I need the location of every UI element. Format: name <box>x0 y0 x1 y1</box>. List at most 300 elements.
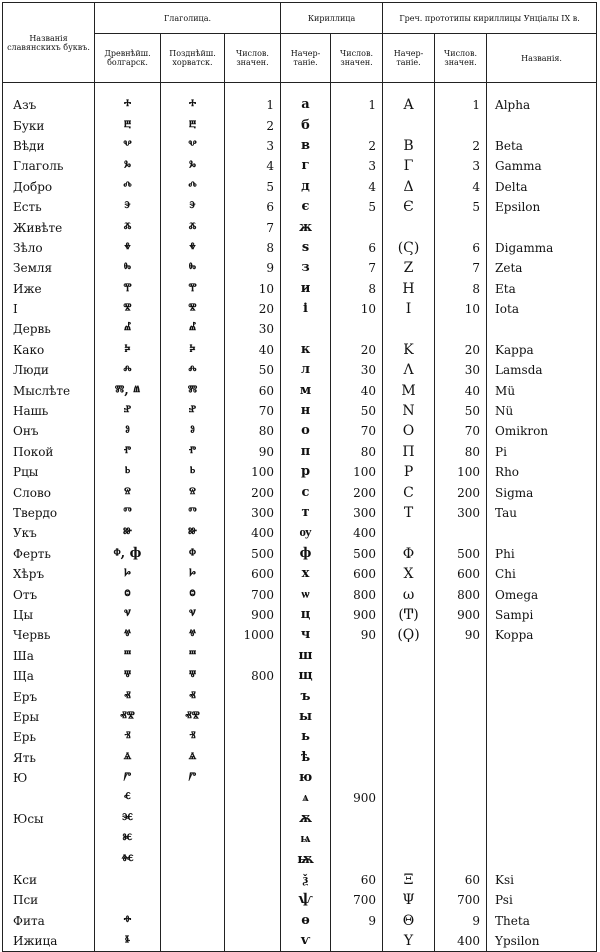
cyrillic-numeric-value: 100 <box>331 462 383 482</box>
glagolitic-croatian-glyph: ⱏ <box>161 686 225 706</box>
glagolitic-numeric-value: 600 <box>225 564 281 584</box>
glagolitic-croatian-glyph: ⱁ <box>161 421 225 441</box>
greek-glyph <box>383 748 435 768</box>
cyrillic-glyph: м <box>281 380 331 400</box>
letter-name <box>3 849 95 869</box>
greek-numeric-value: 10 <box>435 299 487 319</box>
table-row <box>3 768 597 788</box>
greek-letter-name <box>487 319 597 339</box>
cyrillic-glyph: з <box>281 258 331 278</box>
table-row <box>3 177 597 197</box>
glagolitic-numeric-value <box>225 829 281 849</box>
glagolitic-bulgarian-glyph: ⱐ <box>95 727 161 747</box>
greek-glyph <box>383 646 435 666</box>
glagolitic-bulgarian-glyph: ⱎ <box>95 646 161 666</box>
glagolitic-croatian-glyph <box>161 809 225 829</box>
letter-name: Твердо <box>3 503 95 523</box>
glagolitic-bulgarian-glyph: ⱈ <box>95 564 161 584</box>
glagolitic-numeric-value: 500 <box>225 544 281 564</box>
cyrillic-glyph: и <box>281 279 331 299</box>
cyrillic-numeric-value: 3 <box>331 156 383 176</box>
glagolitic-bulgarian-glyph: ⰽ <box>95 340 161 360</box>
glagolitic-bulgarian-glyph: ⰾ <box>95 360 161 380</box>
greek-numeric-value <box>435 707 487 727</box>
table-row <box>3 462 597 482</box>
greek-letter-name <box>487 788 597 808</box>
glagolitic-numeric-value: 300 <box>225 503 281 523</box>
letter-name: Есть <box>3 197 95 217</box>
greek-glyph: Κ <box>383 340 435 360</box>
greek-glyph: Θ <box>383 911 435 931</box>
greek-glyph: Γ <box>383 156 435 176</box>
cyrillic-numeric-value: 2 <box>331 136 383 156</box>
greek-glyph <box>383 707 435 727</box>
greek-letter-name <box>487 115 597 135</box>
table-row <box>3 523 597 543</box>
greek-letter-name: Psi <box>487 890 597 910</box>
glagolitic-numeric-value: 8 <box>225 238 281 258</box>
letter-name: Слово <box>3 482 95 502</box>
greek-numeric-value <box>435 809 487 829</box>
greek-numeric-value: 6 <box>435 238 487 258</box>
greek-letter-name: Pi <box>487 442 597 462</box>
table-header <box>3 3 597 83</box>
cyrillic-numeric-value: 30 <box>331 360 383 380</box>
cyrillic-glyph: ѫ <box>281 809 331 829</box>
glagolitic-numeric-value: 800 <box>225 666 281 686</box>
glagolitic-numeric-value: 5 <box>225 177 281 197</box>
greek-numeric-value: 90 <box>435 625 487 645</box>
greek-glyph: Υ <box>383 931 435 952</box>
cyrillic-numeric-value: 900 <box>331 788 383 808</box>
letter-name: Фита <box>3 911 95 931</box>
cyrillic-glyph: ѣ <box>281 748 331 768</box>
table-row <box>3 829 597 849</box>
glagolitic-bulgarian-glyph: ⱂ <box>95 442 161 462</box>
table-row <box>3 625 597 645</box>
glagolitic-croatian-glyph: ⱐ <box>161 727 225 747</box>
greek-numeric-value: 200 <box>435 482 487 502</box>
greek-glyph: Є <box>383 197 435 217</box>
cyrillic-glyph: б <box>281 115 331 135</box>
glagolitic-numeric-value: 60 <box>225 380 281 400</box>
glagolitic-bulgarian-glyph: ⰶ <box>95 217 161 237</box>
table-row <box>3 605 597 625</box>
greek-glyph <box>383 666 435 686</box>
glagolitic-bulgarian-glyph: ⰰ <box>95 83 161 116</box>
glagolitic-bulgarian-glyph: ⰷ <box>95 238 161 258</box>
glagolitic-croatian-glyph <box>161 788 225 808</box>
greek-numeric-value: 70 <box>435 421 487 441</box>
table-body <box>3 83 597 952</box>
table-row <box>3 442 597 462</box>
table-row <box>3 115 597 135</box>
table-row <box>3 319 597 339</box>
greek-glyph: Ψ <box>383 890 435 910</box>
greek-letter-name: Delta <box>487 177 597 197</box>
greek-letter-name: Lamsda <box>487 360 597 380</box>
greek-letter-name: Zeta <box>487 258 597 278</box>
greek-numeric-value: 400 <box>435 931 487 952</box>
cyrillic-numeric-value: 600 <box>331 564 383 584</box>
cyrillic-numeric-value <box>331 115 383 135</box>
header-glag-numeric: Числов. значен. <box>225 34 281 83</box>
greek-glyph <box>383 523 435 543</box>
glagolitic-numeric-value <box>225 707 281 727</box>
cyrillic-numeric-value: 6 <box>331 238 383 258</box>
greek-letter-name: Iota <box>487 299 597 319</box>
greek-glyph: Ρ <box>383 462 435 482</box>
cyrillic-glyph: ф <box>281 544 331 564</box>
greek-glyph: ω <box>383 584 435 604</box>
glagolitic-numeric-value: 50 <box>225 360 281 380</box>
greek-glyph: Μ <box>383 380 435 400</box>
glagolitic-numeric-value <box>225 727 281 747</box>
greek-glyph <box>383 768 435 788</box>
table-row <box>3 279 597 299</box>
cyrillic-numeric-value <box>331 849 383 869</box>
letter-name: Мыслѣте <box>3 380 95 400</box>
header-greek: Греч. прототипы кириллицы Унціалы IX в. <box>383 3 597 34</box>
greek-letter-name: Nü <box>487 401 597 421</box>
greek-letter-name: Eta <box>487 279 597 299</box>
glagolitic-bulgarian-glyph: ⱘ <box>95 829 161 849</box>
greek-glyph: (Ϙ) <box>383 625 435 645</box>
glagolitic-bulgarian-glyph <box>95 890 161 910</box>
cyrillic-numeric-value: 20 <box>331 340 383 360</box>
greek-glyph: Ι <box>383 299 435 319</box>
letter-name: Нашь <box>3 401 95 421</box>
greek-letter-name: Rho <box>487 462 597 482</box>
cyrillic-numeric-value: 10 <box>331 299 383 319</box>
cyrillic-glyph: ѧ <box>281 788 331 808</box>
greek-letter-name: Sigma <box>487 482 597 502</box>
glagolitic-bulgarian-glyph: ⱛ <box>95 931 161 952</box>
glagolitic-croatian-glyph: ⱆ <box>161 523 225 543</box>
table-row <box>3 217 597 237</box>
alphabet-table <box>2 2 597 952</box>
glagolitic-bulgarian-glyph: ⰲ <box>95 136 161 156</box>
greek-numeric-value: 30 <box>435 360 487 380</box>
greek-numeric-value <box>435 788 487 808</box>
glagolitic-numeric-value: 20 <box>225 299 281 319</box>
letter-name: Азъ <box>3 83 95 116</box>
cyrillic-glyph: і <box>281 299 331 319</box>
glagolitic-bulgarian-glyph: ⱅ <box>95 503 161 523</box>
greek-numeric-value <box>435 748 487 768</box>
glagolitic-croatian-glyph: ⱏⰺ <box>161 707 225 727</box>
glagolitic-numeric-value: 1 <box>225 83 281 116</box>
greek-numeric-value <box>435 666 487 686</box>
glagolitic-bulgarian-glyph: ⱏ <box>95 686 161 706</box>
glagolitic-numeric-value: 3 <box>225 136 281 156</box>
letter-name: І <box>3 299 95 319</box>
greek-letter-name <box>487 523 597 543</box>
greek-numeric-value: 100 <box>435 462 487 482</box>
table-row <box>3 340 597 360</box>
greek-numeric-value: 300 <box>435 503 487 523</box>
glagolitic-croatian-glyph: ⱋ <box>161 666 225 686</box>
greek-letter-name: Gamma <box>487 156 597 176</box>
greek-numeric-value: 8 <box>435 279 487 299</box>
greek-letter-name <box>487 768 597 788</box>
glagolitic-bulgarian-glyph: ⰳ <box>95 156 161 176</box>
greek-numeric-value: 800 <box>435 584 487 604</box>
greek-numeric-value: 3 <box>435 156 487 176</box>
greek-numeric-value <box>435 319 487 339</box>
cyrillic-glyph: т <box>281 503 331 523</box>
glagolitic-bulgarian-glyph: ⱄ <box>95 482 161 502</box>
cyrillic-numeric-value: 700 <box>331 890 383 910</box>
greek-letter-name <box>487 217 597 237</box>
glagolitic-numeric-value: 200 <box>225 482 281 502</box>
glagolitic-bulgarian-glyph: ⱆ <box>95 523 161 543</box>
glagolitic-numeric-value: 6 <box>225 197 281 217</box>
table-row <box>3 646 597 666</box>
cyrillic-numeric-value: 200 <box>331 482 383 502</box>
header-greek-form: Начер- таніе. <box>383 34 435 83</box>
glagolitic-numeric-value <box>225 931 281 952</box>
letter-name: Отъ <box>3 584 95 604</box>
greek-numeric-value <box>435 829 487 849</box>
glagolitic-croatian-glyph: ⱉ <box>161 584 225 604</box>
cyrillic-glyph: о <box>281 421 331 441</box>
header-late-croatian: Позднѣйш. хорватск. <box>161 34 225 83</box>
glagolitic-bulgarian-glyph: ⱏⰺ <box>95 707 161 727</box>
cyrillic-numeric-value <box>331 727 383 747</box>
greek-numeric-value: 2 <box>435 136 487 156</box>
letter-name: Пси <box>3 890 95 910</box>
letter-name: Како <box>3 340 95 360</box>
greek-glyph <box>383 686 435 706</box>
table-row <box>3 421 597 441</box>
cyrillic-glyph: ъ <box>281 686 331 706</box>
glagolitic-croatian-glyph: ⰰ <box>161 83 225 116</box>
glagolitic-numeric-value: 40 <box>225 340 281 360</box>
greek-glyph: Π <box>383 442 435 462</box>
cyrillic-glyph: щ <box>281 666 331 686</box>
letter-name: Вѣди <box>3 136 95 156</box>
cyrillic-glyph <box>281 319 331 339</box>
cyrillic-numeric-value <box>331 829 383 849</box>
cyrillic-numeric-value: 9 <box>331 911 383 931</box>
glagolitic-croatian-glyph: ⱂ <box>161 442 225 462</box>
cyrillic-glyph: х <box>281 564 331 584</box>
header-cyr-form: Начер- таніе. <box>281 34 331 83</box>
letter-name: Ять <box>3 748 95 768</box>
letter-name: Юсы <box>3 809 95 829</box>
glagolitic-bulgarian-glyph: ⱉ <box>95 584 161 604</box>
glagolitic-bulgarian-glyph: ⰱ <box>95 115 161 135</box>
glagolitic-numeric-value: 10 <box>225 279 281 299</box>
glagolitic-croatian-glyph: ⱃ <box>161 462 225 482</box>
letter-name: Онъ <box>3 421 95 441</box>
greek-numeric-value: 500 <box>435 544 487 564</box>
greek-numeric-value <box>435 217 487 237</box>
glagolitic-numeric-value <box>225 748 281 768</box>
greek-glyph: Α <box>383 83 435 116</box>
letter-name <box>3 788 95 808</box>
letter-name: Живѣте <box>3 217 95 237</box>
greek-glyph <box>383 319 435 339</box>
table-row <box>3 197 597 217</box>
glagolitic-croatian-glyph <box>161 829 225 849</box>
greek-numeric-value: 40 <box>435 380 487 400</box>
cyrillic-glyph: ю <box>281 768 331 788</box>
greek-letter-name <box>487 686 597 706</box>
header-old-bulgarian: Древнѣйш. болгарск. <box>95 34 161 83</box>
glagolitic-croatian-glyph: ⰺ <box>161 299 225 319</box>
glagolitic-croatian-glyph: ⰹ <box>161 279 225 299</box>
glagolitic-bulgarian-glyph: ⱔ <box>95 788 161 808</box>
cyrillic-glyph: н <box>281 401 331 421</box>
letter-name: Глаголь <box>3 156 95 176</box>
header-cyr-numeric: Числов. значен. <box>331 34 383 83</box>
glagolitic-bulgarian-glyph: ⰸ <box>95 258 161 278</box>
cyrillic-numeric-value: 80 <box>331 442 383 462</box>
cyrillic-glyph: ѕ <box>281 238 331 258</box>
letter-name: Дервь <box>3 319 95 339</box>
glagolitic-bulgarian-glyph: ⱚ <box>95 911 161 931</box>
glagolitic-croatian-glyph: ⰿ <box>161 380 225 400</box>
cyrillic-glyph: ж <box>281 217 331 237</box>
greek-numeric-value: 5 <box>435 197 487 217</box>
glagolitic-bulgarian-glyph: ⱀ <box>95 401 161 421</box>
glagolitic-numeric-value: 7 <box>225 217 281 237</box>
table-row <box>3 156 597 176</box>
table-row <box>3 564 597 584</box>
glagolitic-croatian-glyph <box>161 890 225 910</box>
table-row <box>3 870 597 890</box>
cyrillic-numeric-value: 5 <box>331 197 383 217</box>
greek-numeric-value <box>435 523 487 543</box>
greek-letter-name <box>487 809 597 829</box>
greek-glyph: Χ <box>383 564 435 584</box>
cyrillic-numeric-value: 70 <box>331 421 383 441</box>
glagolitic-croatian-glyph <box>161 931 225 952</box>
glagolitic-numeric-value: 700 <box>225 584 281 604</box>
glagolitic-croatian-glyph: ⱎ <box>161 646 225 666</box>
cyrillic-glyph: р <box>281 462 331 482</box>
glagolitic-croatian-glyph: ⰲ <box>161 136 225 156</box>
cyrillic-glyph: ы <box>281 707 331 727</box>
greek-numeric-value: 1 <box>435 83 487 116</box>
cyrillic-glyph: є <box>281 197 331 217</box>
glagolitic-bulgarian-glyph: ⱓ <box>95 768 161 788</box>
greek-numeric-value <box>435 768 487 788</box>
table-row <box>3 258 597 278</box>
cyrillic-glyph: ч <box>281 625 331 645</box>
cyrillic-glyph: ѩ <box>281 829 331 849</box>
cyrillic-numeric-value: 300 <box>331 503 383 523</box>
glagolitic-numeric-value <box>225 849 281 869</box>
cyrillic-glyph: ѭ <box>281 849 331 869</box>
table-row <box>3 401 597 421</box>
glagolitic-bulgarian-glyph: ⱃ <box>95 462 161 482</box>
glagolitic-bulgarian-glyph: ⱍ <box>95 625 161 645</box>
greek-glyph <box>383 788 435 808</box>
greek-letter-name: Alpha <box>487 83 597 116</box>
header-names: Названія славянскихъ буквъ. <box>3 3 95 83</box>
table-row <box>3 748 597 768</box>
letter-name: Покой <box>3 442 95 462</box>
greek-letter-name <box>487 727 597 747</box>
greek-letter-name <box>487 666 597 686</box>
letter-name: Люди <box>3 360 95 380</box>
table-row <box>3 911 597 931</box>
glagolitic-bulgarian-glyph: ⰿ, ⱞ <box>95 380 161 400</box>
greek-letter-name <box>487 829 597 849</box>
table-row <box>3 727 597 747</box>
letter-name: Ферть <box>3 544 95 564</box>
greek-glyph <box>383 115 435 135</box>
greek-letter-name <box>487 849 597 869</box>
greek-glyph: Ζ <box>383 258 435 278</box>
table-row <box>3 360 597 380</box>
greek-glyph <box>383 217 435 237</box>
greek-glyph <box>383 849 435 869</box>
glagolitic-croatian-glyph: ⰾ <box>161 360 225 380</box>
cyrillic-numeric-value: 90 <box>331 625 383 645</box>
glagolitic-numeric-value: 30 <box>225 319 281 339</box>
table-row <box>3 584 597 604</box>
greek-glyph: Φ <box>383 544 435 564</box>
greek-glyph: (Ͳ) <box>383 605 435 625</box>
greek-numeric-value: 7 <box>435 258 487 278</box>
greek-numeric-value <box>435 727 487 747</box>
glagolitic-numeric-value <box>225 788 281 808</box>
glagolitic-croatian-glyph: ⰵ <box>161 197 225 217</box>
table-row <box>3 707 597 727</box>
table-row <box>3 238 597 258</box>
cyrillic-glyph: ѵ <box>281 931 331 952</box>
cyrillic-numeric-value: 7 <box>331 258 383 278</box>
cyrillic-glyph: ѡ <box>281 584 331 604</box>
table-row <box>3 482 597 502</box>
header-greek-names: Названія. <box>487 34 597 83</box>
greek-numeric-value: 4 <box>435 177 487 197</box>
letter-name: Ю <box>3 768 95 788</box>
letter-name: Червь <box>3 625 95 645</box>
cyrillic-glyph: а <box>281 83 331 116</box>
cyrillic-glyph: ѹ <box>281 523 331 543</box>
greek-numeric-value: 20 <box>435 340 487 360</box>
greek-numeric-value: 80 <box>435 442 487 462</box>
glagolitic-bulgarian-glyph: ⰵ <box>95 197 161 217</box>
glagolitic-bulgarian-glyph: ⱋ <box>95 666 161 686</box>
glagolitic-croatian-glyph: ⱌ <box>161 605 225 625</box>
cyrillic-glyph: ѳ <box>281 911 331 931</box>
glagolitic-croatian-glyph: ⰶ <box>161 217 225 237</box>
greek-letter-name: Sampi <box>487 605 597 625</box>
greek-letter-name: Ksi <box>487 870 597 890</box>
table-row <box>3 544 597 564</box>
greek-glyph <box>383 809 435 829</box>
cyrillic-numeric-value: 500 <box>331 544 383 564</box>
greek-glyph: Ν <box>383 401 435 421</box>
table-row <box>3 136 597 156</box>
glagolitic-croatian-glyph: ⰼ <box>161 319 225 339</box>
table-row <box>3 503 597 523</box>
cyrillic-glyph: с <box>281 482 331 502</box>
greek-glyph: Ο <box>383 421 435 441</box>
letter-name: Зѣло <box>3 238 95 258</box>
glagolitic-numeric-value: 70 <box>225 401 281 421</box>
greek-numeric-value <box>435 115 487 135</box>
greek-letter-name: Koppa <box>487 625 597 645</box>
letter-name: Хѣръ <box>3 564 95 584</box>
cyrillic-glyph: п <box>281 442 331 462</box>
